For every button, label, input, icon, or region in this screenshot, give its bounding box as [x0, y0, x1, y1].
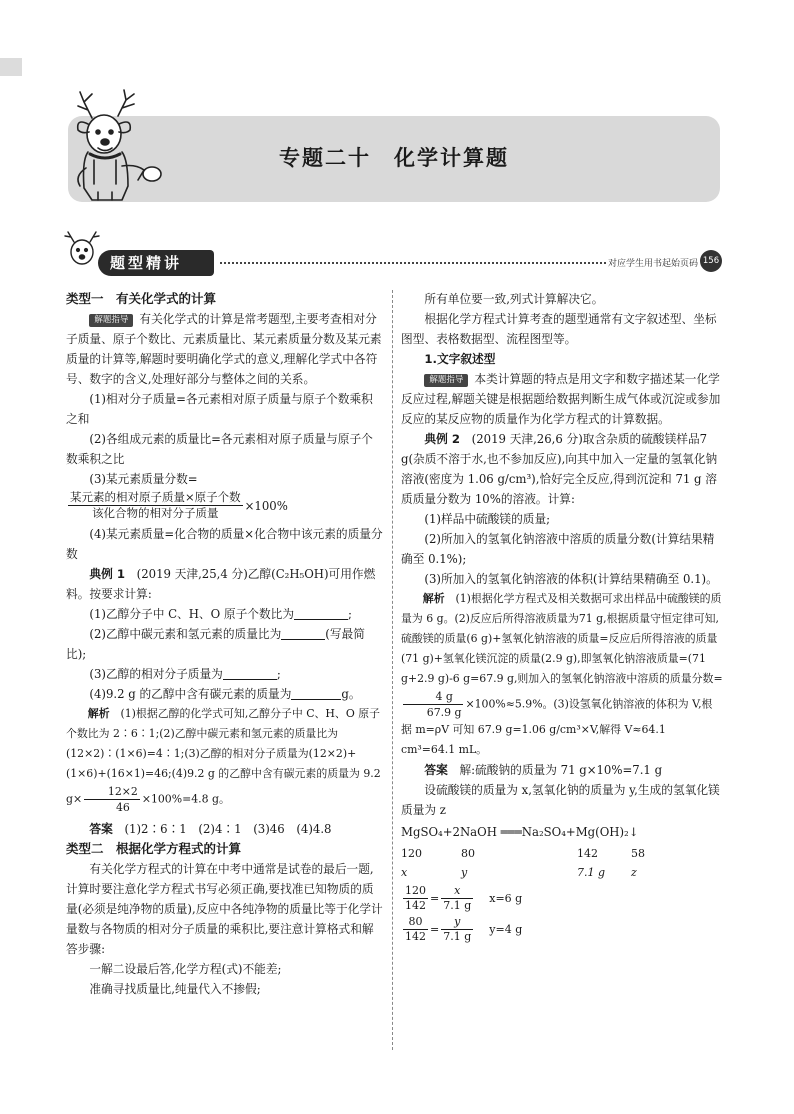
type1-heading: 类型一 有关化学式的计算	[66, 291, 217, 306]
ratio-equation-x: $\frac{120}{142}$ = $\frac{x}{7.1 g}$ x=6 g	[405, 884, 523, 912]
example-2-q1: (1)样品中硫酸镁的质量;	[424, 512, 551, 526]
page-reference-number: 156	[700, 250, 722, 272]
guide-tag: 解题指导	[89, 314, 133, 327]
section-header	[62, 242, 726, 276]
rule-1: (1)相对分子质量=各元素相对原子质量与原子个数乘积之和	[66, 392, 373, 426]
type1-intro: 解题指导 有关化学式的计算是常考题型,主要考查相对分子质量、原子个数比、元素质量比、某元素质量分数及某元素质量的计算等,解题时要明确化学式的意义,理解化学式中各符号、数字的含义,处理好部分与整体之间的关系。	[66, 312, 382, 386]
example-1-q1: (1)乙醇分子中 C、H、O 原子个数比为 ;	[89, 607, 352, 621]
solution-fraction: $\frac{4 g}{67.9 g}$	[403, 689, 463, 720]
ratio-equation-y: $\frac{80}{142}$ = $\frac{y}{7.1 g}$ y=4 g	[405, 915, 523, 943]
subtype1-heading: 1.文字叙述型	[424, 352, 496, 366]
chemical-equation: MgSO₄+2NaOH ═══Na₂SO₄+Mg(OH)₂↓	[401, 825, 639, 839]
rule-2: (2)各组成元素的质量比=各元素相对原子质量与原子个数乘积之比	[66, 432, 373, 466]
example-2-answer-setup: 设硫酸镁的质量为 x,氢氧化钠的质量为 y,生成的氢氧化镁质量为 z	[401, 783, 720, 817]
answer-blank	[291, 685, 341, 700]
page-reference-note: 对应学生用书起始页码	[607, 259, 698, 269]
answer-blank	[281, 625, 325, 640]
type2-forms: 根据化学方程式计算考查的题型通常有文字叙述型、坐标图型、表格数据型、流程图型等。	[401, 312, 717, 346]
corner-mark	[0, 58, 22, 76]
type2-heading: 类型二 根据化学方程式的计算	[66, 841, 242, 856]
example-1-answer: 答案 (1)2∶6∶1 (2)4∶1 (3)46 (4)4.8	[89, 822, 332, 836]
rule-4: (4)某元素质量=化合物的质量×化合物中该元素的质量分数	[66, 527, 383, 561]
page-title: 专题二十 化学计算题	[279, 146, 509, 170]
example-2-q2: (2)所加入的氢氧化钠溶液中溶质的质量分数(计算结果精确至 0.1%);	[401, 532, 715, 566]
deer-mascot-illustration	[62, 88, 174, 202]
example-1-q2: (2)乙醇中碳元素和氢元素的质量比为 (写最简比);	[66, 627, 365, 661]
deer-head-icon	[62, 228, 102, 272]
answer-blank	[223, 665, 277, 680]
rule-3: (3)某元素质量分数=	[89, 472, 198, 486]
section-label: 题型精讲	[98, 250, 214, 276]
type2-rhyme-3: 所有单位要一致,列式计算解决它。	[424, 292, 604, 306]
example-1-stem: 典例 1 (2019 天津,25,4 分)乙醇(C₂H₅OH)可用作燃料。按要求计算:	[66, 567, 376, 601]
right-column	[401, 289, 723, 946]
example-1-q4: (4)9.2 g 的乙醇中含有碳元素的质量为 g。	[89, 687, 361, 701]
equation-row-masses: 120 80 142 58	[401, 847, 645, 860]
left-column	[66, 289, 384, 999]
mass-fraction-formula: $\frac{\text{某元素的相对原子质量×原子个数}}{\text{该化合物的相对分子质量}}$ ×100%	[70, 490, 288, 520]
equation-quantities	[401, 844, 723, 882]
type2-rhyme-1: 一解二设最后答,化学方程(式)不能差;	[89, 962, 282, 976]
example-1-q3: (3)乙醇的相对分子质量为 ;	[89, 667, 281, 681]
subtype1-intro: 解题指导 本类计算题的特点是用文字和数字描述某一化学反应过程,解题关键是根据题给数据判断生成气体或沉淀或参加反应的某反应物的质量作为化学方程式的计算数据。	[401, 372, 721, 426]
solution-fraction: $\frac{12\times 2}{46}$	[84, 784, 140, 815]
example-2-q3: (3)所加入的氢氧化钠溶液的体积(计算结果精确至 0.1)。	[424, 572, 718, 586]
type2-intro: 有关化学方程式的计算在中考中通常是试卷的最后一题,计算时要注意化学方程式书写必须正确,要找准已知物质的质量(必须是纯净物的质量),反应中各纯净物的质量比等于化学计量数与各物质的相对分子质量的乘积比,要注意计算格式和解答步骤:	[66, 862, 383, 956]
example-2-stem: 典例 2 (2019 天津,26,6 分)取含杂质的硫酸镁样品7 g(杂质不溶于水,也不参加反应),向其中加入一定量的氢氧化钠溶液(密度为 1.06 g/cm³),恰好完全反应,得到沉淀和 71 g 溶质质量分数为 10%的溶液。计算:	[401, 432, 718, 506]
answer-blank	[294, 605, 348, 620]
example-1-solution: 解析 (1)根据乙醇的化学式可知,乙醇分子中 C、H、O 原子个数比为 2∶6∶1;(2)乙醇中碳元素和氢元素的质量比为(12×2)∶(1×6)=4∶1;(3)乙醇的相对分子质量为(12×2)+(1×6)+(16×1)=46;(4)9.2 g 的乙醇中含有碳元素的质量为 9.2 g× $\frac{12\times 2}{46}$ ×100%=4.8 g。	[66, 707, 381, 814]
example-2-answer: 答案 解:硫酸钠的质量为 71 g×10%=7.1 g	[424, 763, 663, 777]
guide-tag: 解题指导	[424, 374, 468, 387]
type2-rhyme-2: 准确寻找质量比,纯量代入不掺假;	[89, 982, 261, 996]
example-2-solution: 解析 (1)根据化学方程式及相关数据可求出样品中硫酸镁的质量为 6 g。(2)反应后所得溶液质量为71 g,根据质量守恒定律可知,硫酸镁的质量(6 g)+氢氧化钠溶液的质量=反应后所得溶液的质量(71 g)+氢氧化镁沉淀的质量(2.9 g),即氢氧化钠溶液质量=(71 g+2.9 g)-6 g=67.9 g,则加入的氢氧化钠溶液中溶质的质量分数= $\frac{4 g}{67.9 g}$ ×100%≈5.9%。(3)设氢氧化钠溶液的体积为 V,根据 m=ρV 可知 67.9 g=1.06 g/cm³×V,解得 V≈64.1 cm³=64.1 mL。	[401, 592, 723, 756]
column-divider	[392, 290, 393, 1050]
equation-row-unknowns: x y 7.1 g z	[401, 866, 637, 879]
formula-fraction: $\frac{\text{某元素的相对原子质量×原子个数}}{\text{该化合物的相对分子质量}}$	[70, 490, 241, 520]
dotted-divider	[220, 262, 606, 264]
